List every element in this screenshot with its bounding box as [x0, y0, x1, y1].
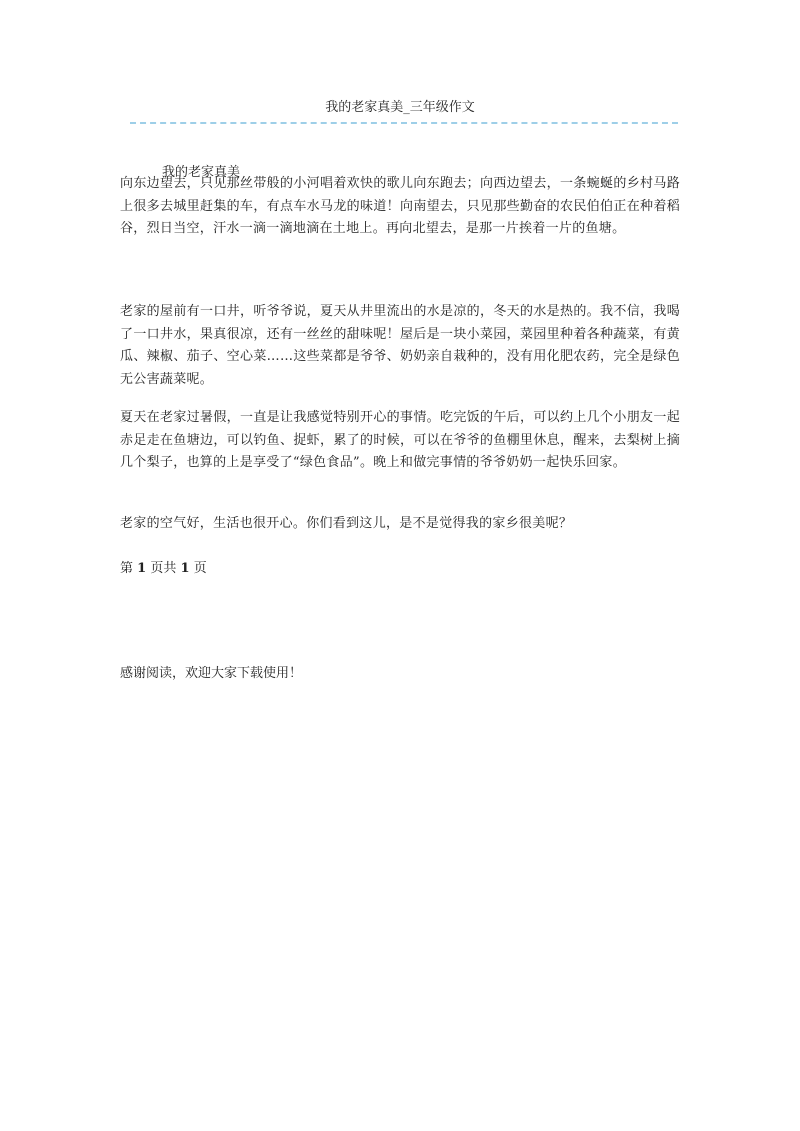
paragraph-1: 向东边望去，只见那丝带般的小河唱着欢快的歌儿向东跑去；向西边望去，一条蜿蜒的乡村马路上很多去城里赶集的车，有点车水马龙的味道！向南望去，只见那些勤奋的农民伯伯正在种着稻谷，烈日当空，汗水一滴一滴地滴在土地上。再向北望去，是那一片挨着一片的鱼塘。	[120, 176, 680, 236]
paragraph-4: 老家的空气好，生活也很开心。你们看到这儿，是不是觉得我的家乡很美呢？	[120, 516, 573, 531]
page-number-current: 1	[137, 561, 147, 576]
page-number-total: 1	[180, 561, 190, 576]
page-number-middle: 页共	[150, 561, 177, 576]
paragraph-3: 夏天在老家过暑假，一直是让我感觉特别开心的事情。吃完饭的午后，可以约上几个小朋友一起赤足走在鱼塘边，可以钓鱼、捉虾，累了的时候，可以在爷爷的鱼棚里休息，醒来，去梨树上摘几个梨子，也算的上是享受了“绿色食品”。晚上和做完事情的爷爷奶奶一起快乐回家。	[120, 410, 680, 470]
essay-heading: 我的老家真美	[162, 165, 241, 180]
paragraph-2: 老家的屋前有一口井，听爷爷说，夏天从井里流出的水是凉的，冬天的水是热的。我不信，我喝了一口井水，果真很凉，还有一丝丝的甜味呢！屋后是一块小菜园，菜园里种着各种蔬菜，有黄瓜、辣椒、茄子、空心菜……这些菜都是爷爷、奶奶亲自栽种的，没有用化肥农药，完全是绿色无公害蔬菜呢。	[120, 304, 680, 387]
title-divider	[130, 122, 678, 124]
page-number-suffix: 页	[193, 561, 207, 576]
page-number	[120, 560, 207, 578]
document-title: 我的老家真美_三年级作文	[325, 100, 475, 115]
page-number-prefix: 第	[120, 561, 134, 576]
thanks-note: 感谢阅读，欢迎大家下载使用！	[120, 666, 303, 681]
